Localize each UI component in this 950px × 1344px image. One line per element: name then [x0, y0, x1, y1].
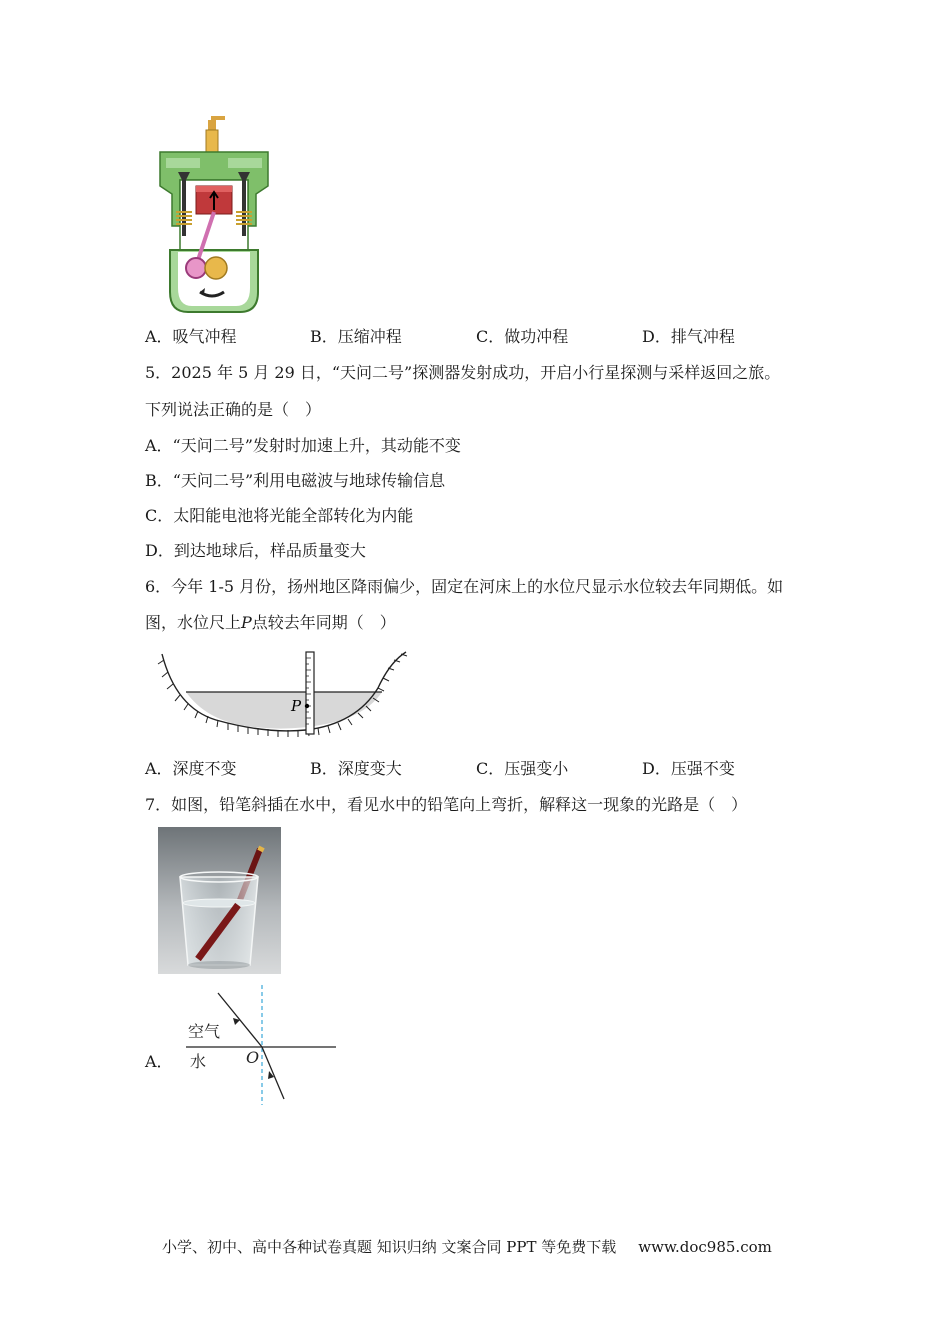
footer-url[interactable]: www.doc985.com [638, 1238, 772, 1256]
q5-option-b: B．“天问二号”利用电磁波与地球传输信息 [145, 471, 446, 490]
q4-option-a: A．吸气冲程 [145, 327, 237, 346]
q7-stem: 7．如图，铅笔斜插在水中，看见水中的铅笔向上弯折，解释这一现象的光路是（ ） [145, 795, 748, 814]
pencil-in-water-photo [158, 827, 281, 974]
water-label: 水 [190, 1052, 207, 1071]
engine-stroke-figure [156, 116, 272, 314]
page-footer [162, 1236, 772, 1257]
q5-stem-line1: 5．2025 年 5 月 29 日，“天问二号”探测器发射成功，开启小行星探测与采样返回之旅。 [145, 363, 781, 382]
q6-stem-line2: 图，水位尺上P点较去年同期（ ） [145, 613, 396, 632]
q4-option-d: D．排气冲程 [642, 327, 735, 346]
q5-option-a: A．“天问二号”发射时加速上升，其动能不变 [145, 436, 461, 455]
footer-text: 小学、初中、高中各种试卷真题 知识归纳 文案合同 PPT 等免费下载 [162, 1238, 617, 1256]
q5-stem-line2: 下列说法正确的是（ ） [145, 400, 322, 419]
point-o-label: O [246, 1048, 260, 1067]
riverbed-figure [156, 648, 412, 744]
q5-option-d: D．到达地球后，样品质量变大 [145, 541, 366, 560]
q6-option-d: D．压强不变 [642, 759, 735, 778]
q6-option-b: B．深度变大 [310, 759, 402, 778]
refraction-diagram [186, 985, 342, 1107]
q7-option-a: A． [145, 1052, 173, 1071]
q4-option-b: B．压缩冲程 [310, 327, 402, 346]
q5-option-c: C．太阳能电池将光能全部转化为内能 [145, 506, 414, 525]
q4-option-c: C．做功冲程 [476, 327, 569, 346]
air-label: 空气 [188, 1022, 221, 1041]
point-p-label: P [291, 697, 302, 715]
q6-stem-line1: 6．今年 1-5 月份，扬州地区降雨偏少，固定在河床上的水位尺显示水位较去年同期低。如 [145, 577, 784, 596]
q6-option-a: A．深度不变 [145, 759, 237, 778]
q6-option-c: C．压强变小 [476, 759, 569, 778]
